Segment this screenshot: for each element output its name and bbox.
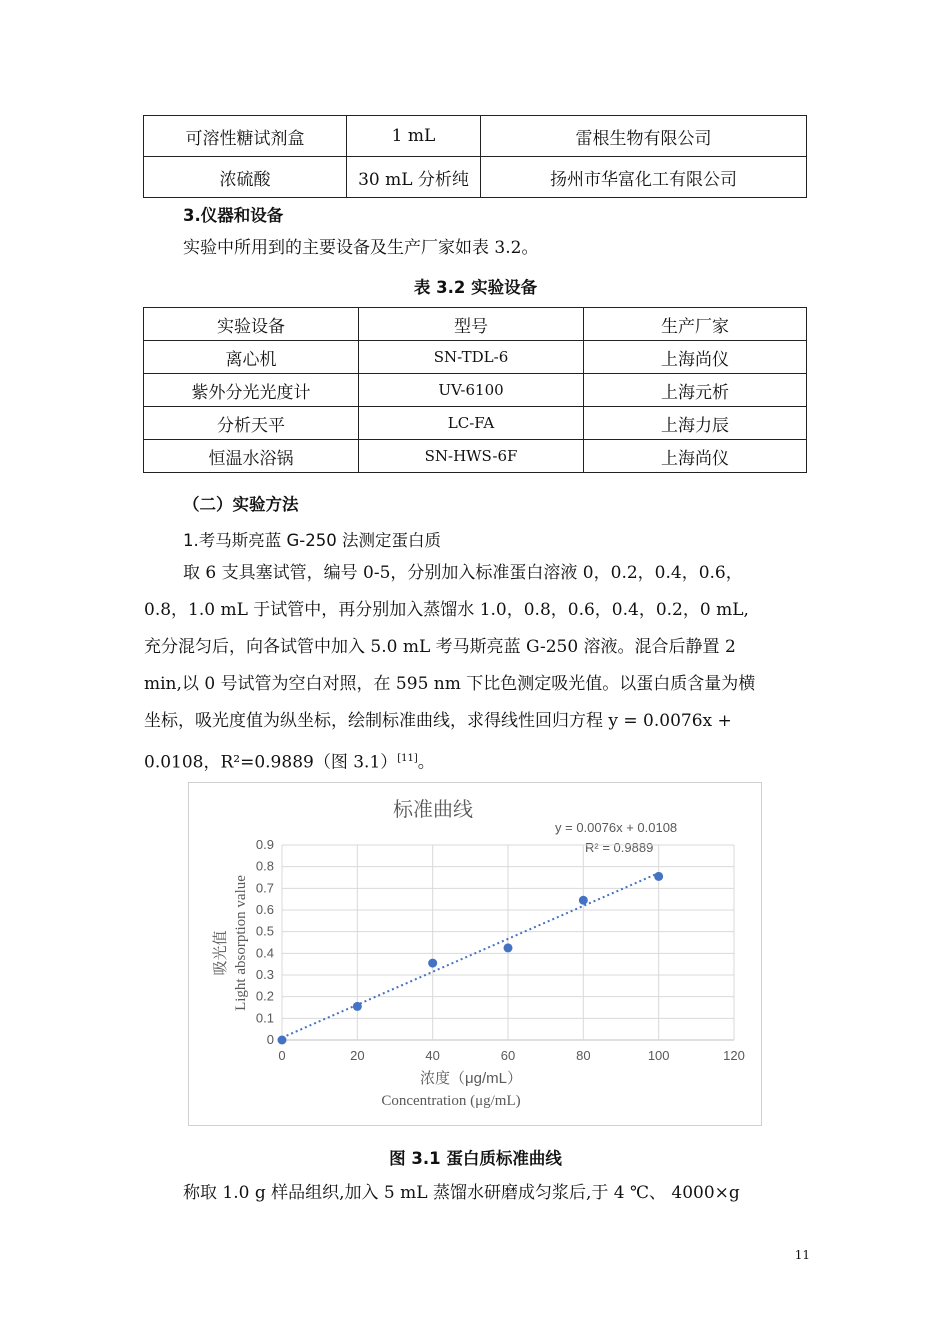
standard-curve-chart (188, 782, 762, 1126)
table-cell: 可溶性糖试剂盒 (144, 116, 347, 157)
table-cell: 浓硫酸 (144, 157, 347, 198)
table-cell: 雷根生物有限公司 (481, 116, 807, 157)
data-point (353, 1002, 362, 1011)
table-cell: LC-FA (359, 407, 584, 440)
paragraph-line: min,以 0 号试管为空白对照，在 595 nm 下比色测定吸光值。以蛋白质含量为横 (144, 674, 756, 694)
subsection-heading: 1.考马斯亮蓝 G-250 法测定蛋白质 (183, 531, 441, 550)
period: 。 (417, 752, 435, 773)
equation-text: 0.0108，R²=0.9889（图 3.1） (144, 752, 398, 773)
x-tick-label: 100 (647, 1048, 670, 1063)
y-tick-label: 0.2 (255, 988, 274, 1004)
x-tick-label: 20 (350, 1048, 365, 1063)
data-point (428, 959, 437, 968)
data-point (654, 872, 663, 881)
paragraph-line: 0.8，1.0 mL 于试管中，再分别加入蒸馏水 1.0，0.8，0.6，0.4，0.2，0 mL, (144, 600, 749, 620)
table-cell: 恒温水浴锅 (144, 440, 359, 473)
table-cell: 上海力辰 (584, 407, 807, 440)
grid-lines (282, 845, 734, 1040)
table-header: 实验设备 (144, 308, 359, 341)
table-cell: 30 mL 分析纯 (347, 157, 481, 198)
paragraph: 实验中所用到的主要设备及生产厂家如表 3.2。 (183, 238, 539, 258)
table-cell: 紫外分光光度计 (144, 374, 359, 407)
section-heading: 3.仪器和设备 (183, 206, 284, 225)
x-axis-label-en: Concentration (μg/mL) (381, 1093, 521, 1109)
y-tick-label: 0.9 (255, 837, 274, 852)
y-tick-label: 0.8 (255, 858, 274, 874)
data-point (278, 1036, 287, 1045)
trendline-equation: y = 0.0076x + 0.0108 (555, 820, 678, 835)
table-cell: 上海尚仪 (584, 341, 807, 374)
equipment-table (143, 307, 807, 473)
table-cell: 1 mL (347, 116, 481, 157)
x-axis-label-cn: 浓度（μg/mL） (420, 1070, 522, 1087)
y-axis-label-cn: 吸光值 (212, 930, 229, 976)
figure-caption: 图 3.1 蛋白质标准曲线 (389, 1149, 562, 1168)
trendline (282, 873, 659, 1038)
table-cell: UV-6100 (359, 374, 584, 407)
x-tick-label: 60 (500, 1048, 516, 1063)
x-tick-label: 0 (278, 1048, 286, 1063)
table-cell: 上海元析 (584, 374, 807, 407)
page-number: 11 (794, 1248, 810, 1262)
data-point (579, 896, 588, 905)
y-tick-label: 0.6 (255, 902, 274, 917)
data-point (504, 943, 513, 952)
x-tick-label: 80 (576, 1048, 591, 1063)
paragraph-line: 取 6 支具塞试管，编号 0-5，分别加入标准蛋白溶液 0，0.2，0.4，0.6， (183, 563, 743, 583)
y-axis-label-en: Light absorption value (233, 875, 249, 1011)
y-tick-label: 0.7 (255, 880, 274, 896)
citation: [11] (397, 753, 418, 764)
table-cell: 扬州市华富化工有限公司 (481, 157, 807, 198)
x-tick-labels (278, 1048, 744, 1063)
trendline-line (282, 873, 659, 1038)
y-tick-label: 0.3 (255, 967, 274, 982)
table-header: 生产厂家 (584, 308, 807, 341)
table-cell: 上海尚仪 (584, 440, 807, 473)
x-tick-label: 40 (425, 1048, 440, 1063)
paragraph-line: 坐标，吸光度值为纵坐标，绘制标准曲线，求得线性回归方程 y = 0.0076x + (144, 711, 732, 731)
table-cell: SN-TDL-6 (359, 341, 584, 374)
section-heading: （二）实验方法 (183, 495, 299, 514)
reagent-table (143, 115, 807, 198)
paragraph-line (144, 740, 807, 782)
paragraph: 称取 1.0 g 样品组织,加入 5 mL 蒸馏水研磨成匀浆后,于 4 ℃、 4000×g (183, 1183, 740, 1203)
table-header: 型号 (359, 308, 584, 341)
y-tick-label: 0.1 (255, 1010, 274, 1026)
table-cell: 离心机 (144, 341, 359, 374)
y-tick-label: 0 (266, 1032, 274, 1047)
chart-title: 标准曲线 (393, 799, 473, 821)
chart-svg (189, 783, 761, 1125)
r-squared-label: R² = 0.9889 (585, 840, 654, 855)
table-caption: 表 3.2 实验设备 (413, 278, 538, 297)
table-cell: 分析天平 (144, 407, 359, 440)
x-tick-label: 120 (723, 1048, 745, 1063)
y-tick-label: 0.5 (255, 923, 274, 939)
y-tick-labels (256, 837, 274, 1047)
table-cell: SN-HWS-6F (359, 440, 584, 473)
y-tick-label: 0.4 (255, 945, 274, 961)
paragraph-line: 充分混匀后，向各试管中加入 5.0 mL 考马斯亮蓝 G-250 溶液。混合后静置 2 (144, 637, 736, 657)
